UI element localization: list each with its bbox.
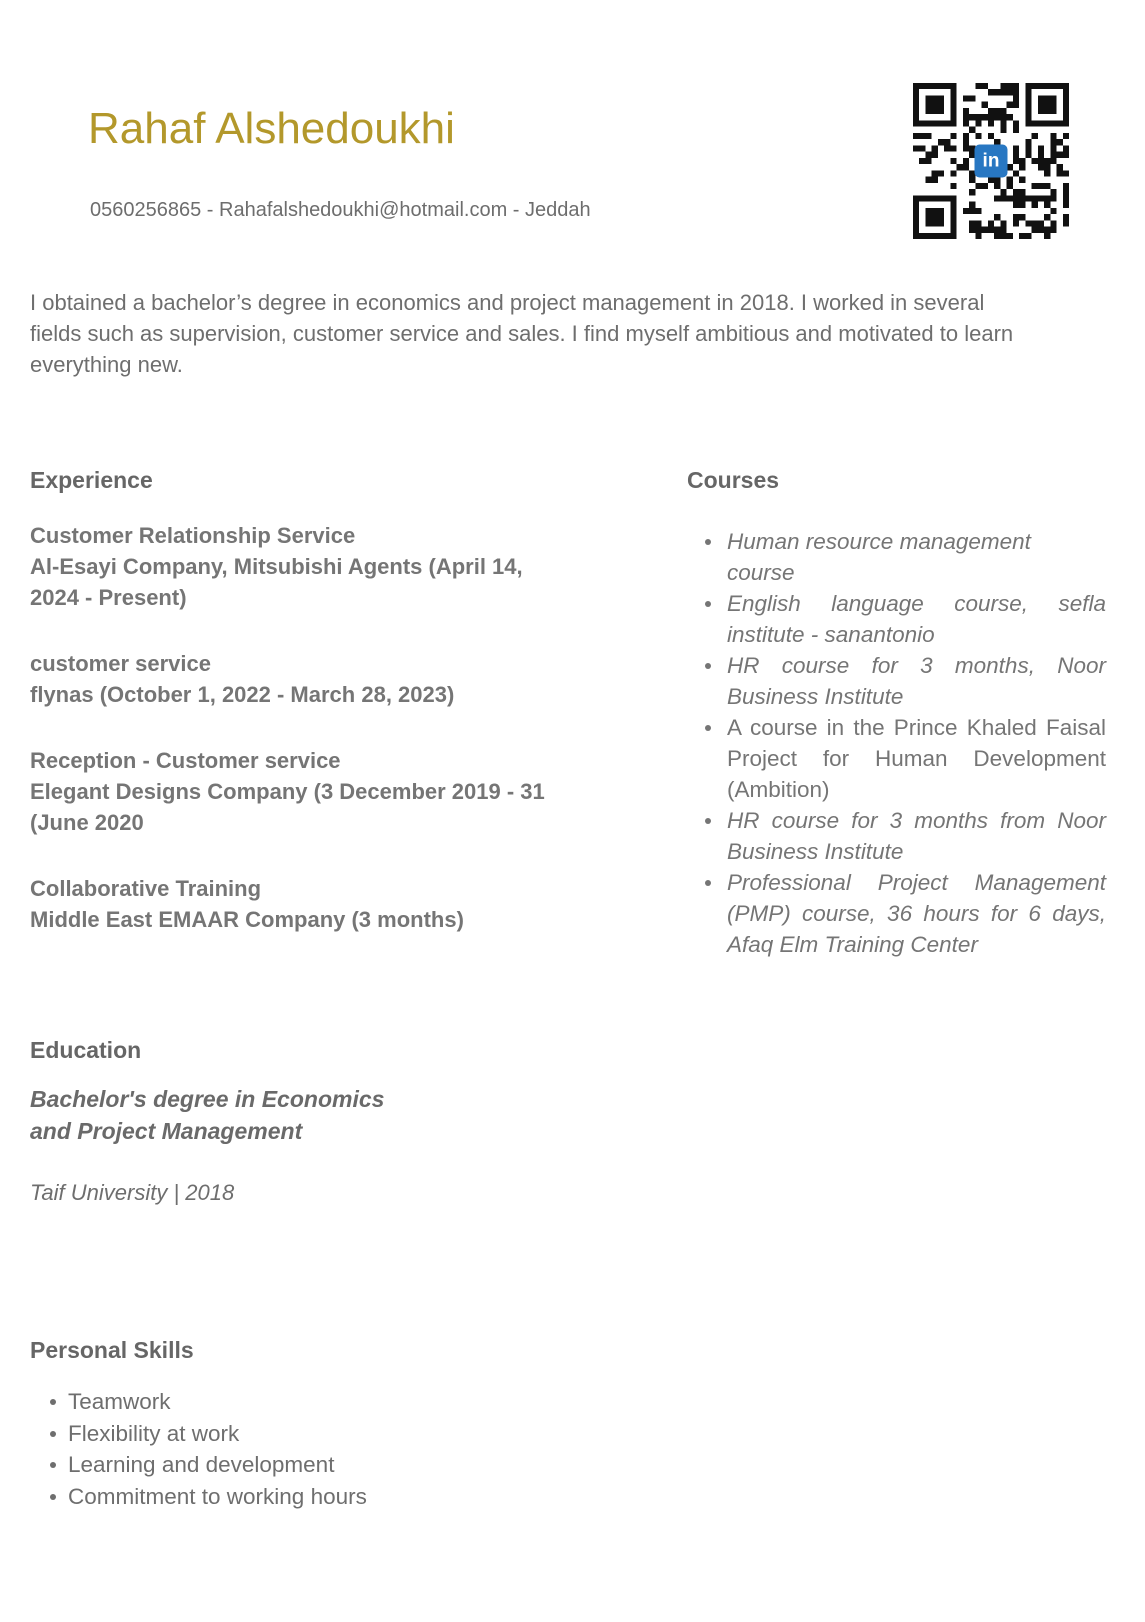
linkedin-icon: in xyxy=(975,145,1008,178)
skills-list xyxy=(30,1386,367,1512)
experience-list xyxy=(30,520,590,935)
course-item: Human resource management course xyxy=(687,526,1106,588)
skill-item: Flexibility at work xyxy=(30,1418,367,1450)
person-name: Rahaf Alshedoukhi xyxy=(88,104,455,153)
skill-item: Commitment to working hours xyxy=(30,1481,367,1513)
skill-item: Teamwork xyxy=(30,1386,367,1418)
personal-skills-section xyxy=(30,1335,367,1512)
courses-section xyxy=(687,465,1106,960)
school-line: Taif University | 2018 xyxy=(30,1180,235,1205)
course-item: A course in the Prince Khaled Faisal Project for Human Development (Ambition) xyxy=(687,712,1106,805)
education-heading: Education xyxy=(30,1037,142,1063)
experience-entry: customer service flynas (October 1, 2022 - March 28, 2023) xyxy=(30,651,455,707)
courses-list xyxy=(687,526,1106,960)
courses-heading: Courses xyxy=(687,467,780,493)
education-section xyxy=(30,1035,384,1206)
contact-line: 0560256865 - Rahafalshedoukhi@hotmail.com - Jeddah xyxy=(90,199,591,221)
experience-entry: Collaborative Training Middle East EMAAR Company (3 months) xyxy=(30,876,464,932)
experience-entry: Reception - Customer service Elegant Designs Company (3 December 2019 - 31 (June 2020 xyxy=(30,748,545,835)
profile-summary: I obtained a bachelor’s degree in economics and project management in 2018. I worked in several fields such as supervision, customer service and sales. I find myself ambitious and motivated to learn everything new. xyxy=(30,290,1014,377)
course-item: Professional Project Management (PMP) course, 36 hours for 6 days, Afaq Elm Training Center xyxy=(687,867,1106,960)
skills-heading: Personal Skills xyxy=(30,1337,194,1363)
experience-heading: Experience xyxy=(30,467,153,493)
course-item: HR course for 3 months, Noor Business Institute xyxy=(687,650,1106,712)
skill-item: Learning and development xyxy=(30,1449,367,1481)
experience-section xyxy=(30,465,590,970)
experience-entry: Customer Relationship Service Al-Esayi Company, Mitsubishi Agents (April 14, 2024 - Present) xyxy=(30,523,523,610)
linkedin-qr-code xyxy=(913,83,1069,239)
course-item: HR course for 3 months from Noor Business Institute xyxy=(687,805,1106,867)
degree-title: Bachelor's degree in Economics and Project Management xyxy=(30,1086,385,1144)
course-item: English language course, sefla institute - sanantonio xyxy=(687,588,1106,650)
